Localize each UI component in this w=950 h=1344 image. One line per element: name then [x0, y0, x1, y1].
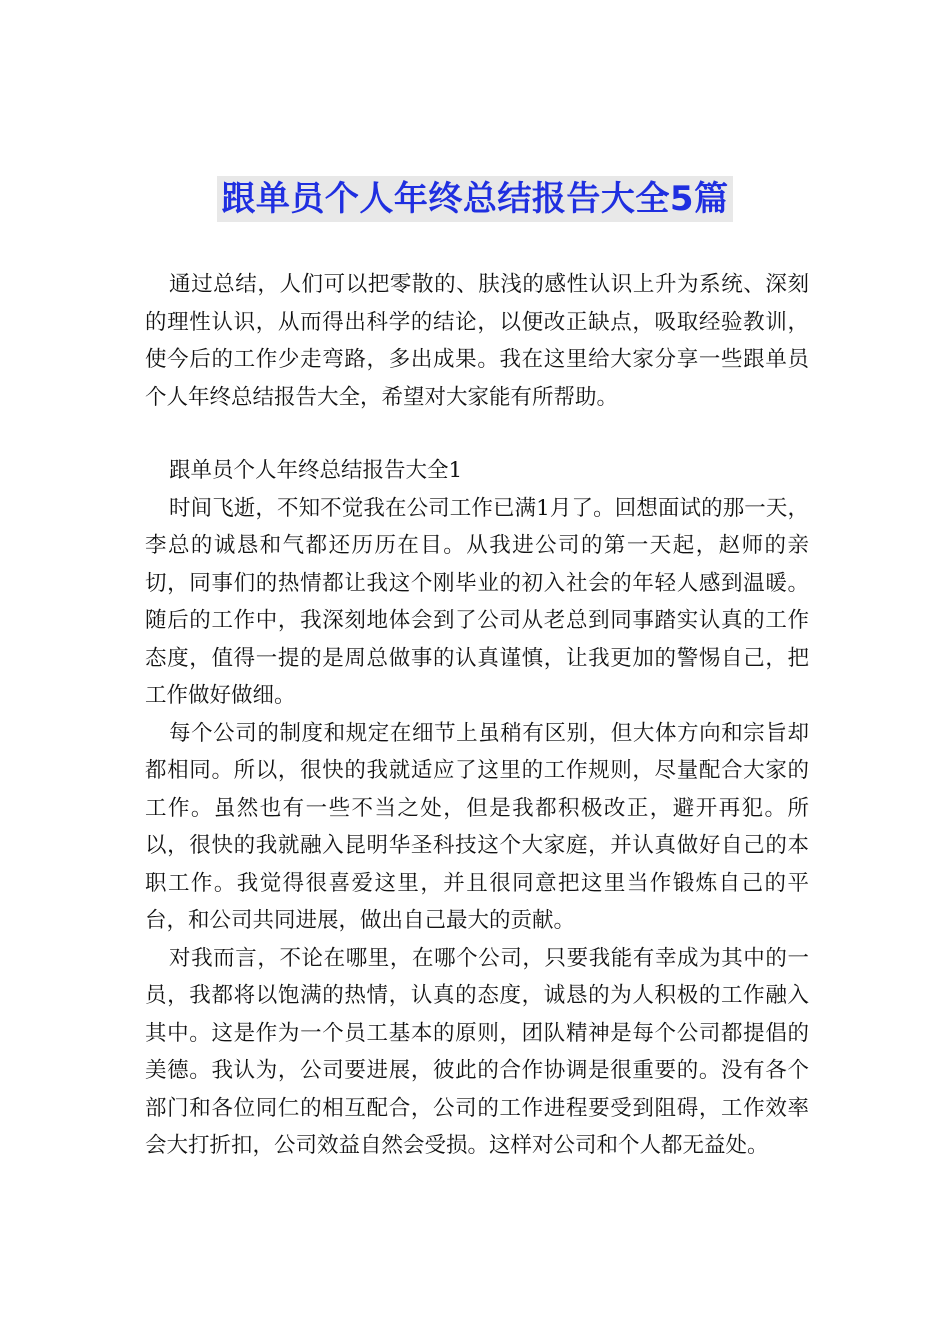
- title-container: [0, 176, 950, 222]
- body-paragraph: 对我而言，不论在哪里，在哪个公司，只要我能有幸成为其中的一员，我都将以饱满的热情，认真的态度，诚恳的为人积极的工作融入其中。这是作为一个员工基本的原则，团队精神是每个公司都提倡的美德。我认为，公司要进展，彼此的合作协调是很重要的。没有各个部门和各位同仁的相互配合，公司的工作进程要受到阻碍，工作效率会大打折扣，公司效益自然会受损。这样对公司和个人都无益处。: [145, 945, 809, 1158]
- body-paragraph: 时间飞逝，不知不觉我在公司工作已满1月了。回想面试的那一天，李总的诚恳和气都还历历在目。从我进公司的第一天起，赵师的亲切，同事们的热情都让我这个刚毕业的初入社会的年轻人感到温暖。随后的工作中，我深刻地体会到了公司从老总到同事踏实认真的工作态度，值得一提的是周总做事的认真谨慎，让我更加的警惕自己，把工作做好做细。: [145, 495, 809, 708]
- section-heading: 跟单员个人年终总结报告大全1: [169, 458, 463, 483]
- section-block: [145, 452, 809, 1165]
- document-title: 跟单员个人年终总结报告大全5篇: [217, 176, 732, 222]
- intro-block: [145, 266, 809, 416]
- body-paragraph: 每个公司的制度和规定在细节上虽稍有区别，但大体方向和宗旨却都相同。所以，很快的我就适应了这里的工作规则，尽量配合大家的工作。虽然也有一些不当之处，但是我都积极改正，避开再犯。所以，很快的我就融入昆明华圣科技这个大家庭，并认真做好自己的本职工作。我觉得很喜爱这里，并且很同意把这里当作锻炼自己的平台，和公司共同进展，做出自己最大的贡献。: [145, 720, 809, 933]
- intro-paragraph: 通过总结，人们可以把零散的、肤浅的感性认识上升为系统、深刻的理性认识，从而得出科学的结论，以便改正缺点，吸取经验教训，使今后的工作少走弯路，多出成果。我在这里给大家分享一些跟单员个人年终总结报告大全，希望对大家能有所帮助。: [145, 272, 809, 410]
